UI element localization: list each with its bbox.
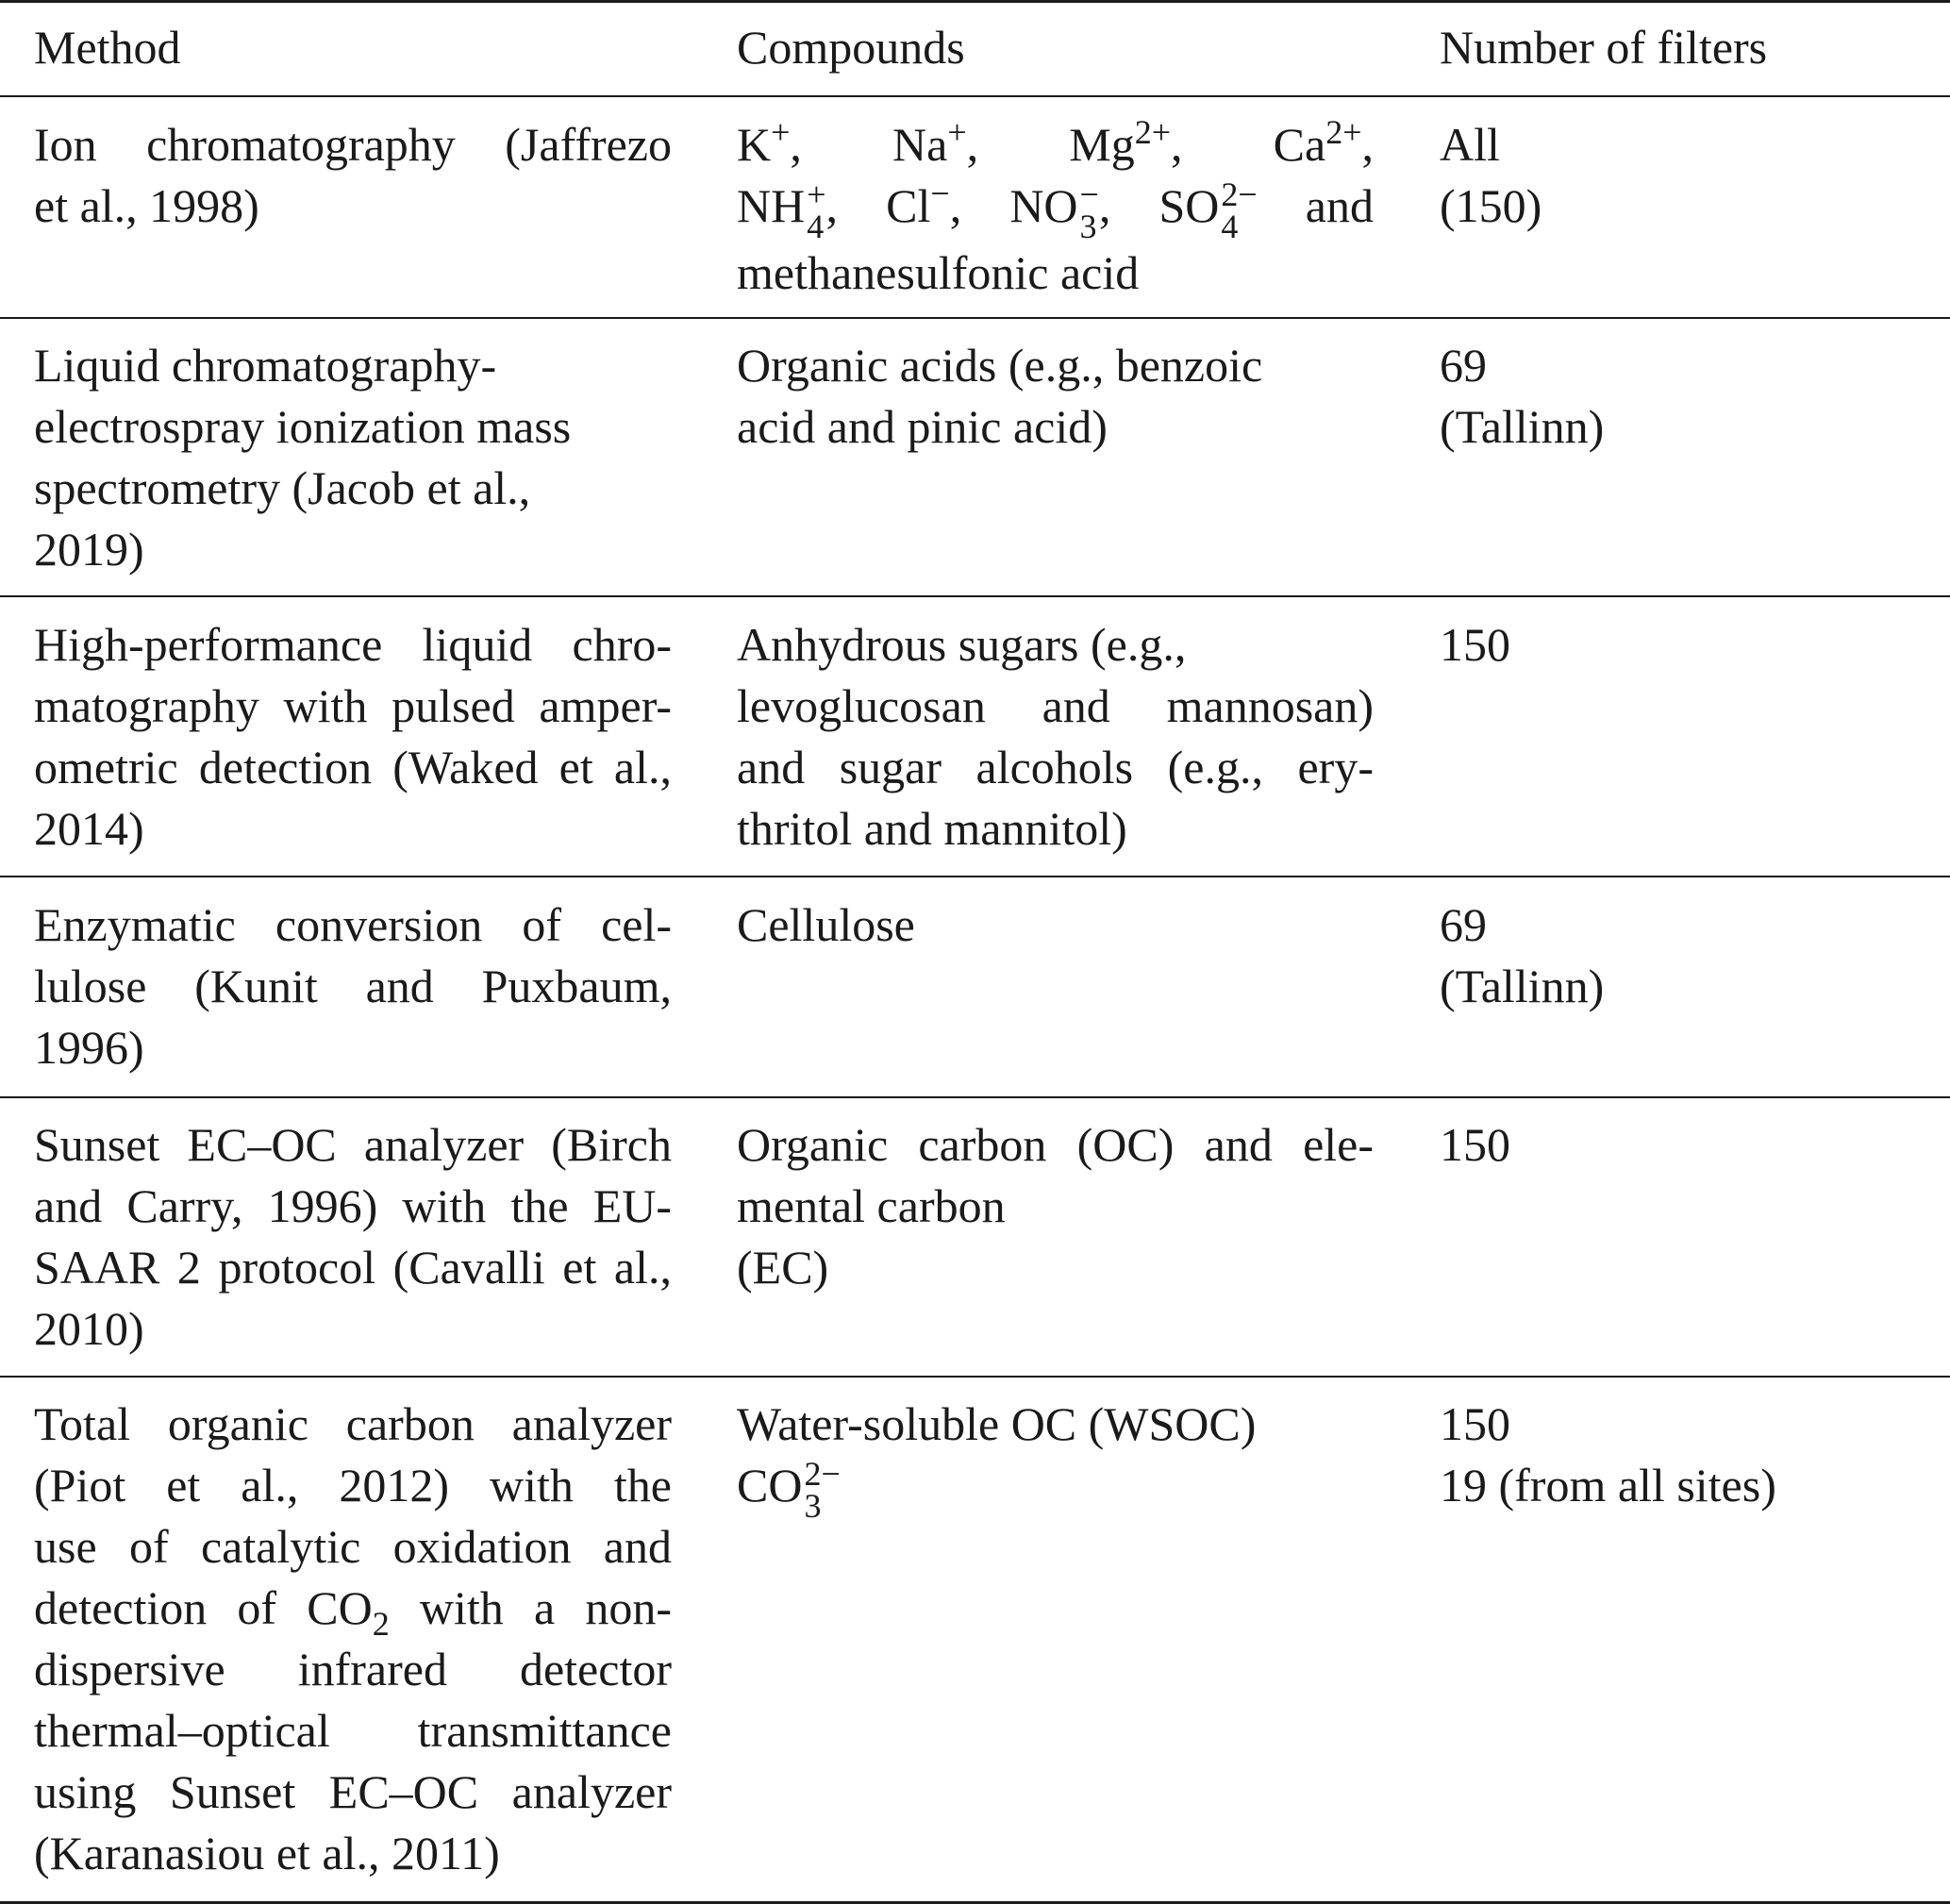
nitrate-ion: NO − 3 ,	[1009, 175, 1111, 245]
ammonium-ion: NH + 4 ,	[737, 175, 839, 245]
row-3-method: High-performance liquid chro- matography with pulsed amper- ometric detection (Waked et al., 2014)	[34, 618, 672, 855]
row-6-method: Total organic carbon analyzer (Piot et al., 2012) with the use of catalytic oxidation and detection of $CO_2$ with a non- dispersive infrared detector thermal–optical transmittance using Sunset EC–OC analyzer (Karanasiou et al., 2011)	[34, 1397, 672, 1879]
row-6-compounds: Water-soluble OC (WSOC) CO 2− 3	[737, 1394, 1374, 1522]
row-rule	[0, 1376, 1950, 1378]
row-5-method: Sunset EC–OC analyzer (Birch and Carry, 1996) with the EU- SAAR 2 protocol (Cavalli et al., 2010)	[34, 1118, 672, 1355]
row-rule	[0, 1096, 1950, 1098]
row-4-compounds: Cellulose	[737, 898, 915, 951]
sodium-ion: Na+,	[892, 113, 979, 171]
row-2-compounds: Organic acids (e.g., benzoic acid and pinic acid)	[737, 339, 1263, 453]
header-method: Method	[34, 21, 181, 74]
row-3-filters: 150	[1440, 618, 1510, 671]
header-filters: Number of filters	[1440, 21, 1768, 74]
row-1-filters: All (150)	[1440, 118, 1542, 232]
ion-list-line-2: NH + 4 , Cl−, NO − 3 , SO 2− 4 and	[737, 175, 1374, 245]
ion-list-line-1	[737, 114, 1374, 175]
calcium-ion: $Ca^{2+}$,	[1273, 113, 1375, 171]
row-rule	[0, 317, 1950, 319]
header-rule	[0, 95, 1950, 97]
row-2-method: Liquid chromatography- electrospray ionization mass spectrometry (Jacob et al., 2019)	[34, 339, 572, 576]
magnesium-ion: $Mg^{2+}$,	[1069, 113, 1183, 171]
header-compounds: Compounds	[737, 21, 965, 74]
row-4-filters: 69 (Tallinn)	[1440, 898, 1605, 1012]
row-4-method: Enzymatic conversion of cel- lulose (Kunit and Puxbaum, 1996)	[34, 898, 672, 1074]
row-rule	[0, 595, 1950, 597]
top-rule	[0, 0, 1950, 3]
co2-line: detection of $CO_2$ with a non-	[34, 1581, 672, 1643]
row-6-filters: 150 19 (from all sites)	[1440, 1397, 1776, 1512]
chloride-ion: Cl−,	[886, 175, 962, 232]
row-2-filters: 69 (Tallinn)	[1440, 339, 1605, 453]
row-rule	[0, 876, 1950, 877]
row-5-filters: 150	[1440, 1118, 1510, 1171]
sulfate-ion: SO 2− 4	[1158, 175, 1258, 245]
row-1-method: Ion chromatography (Jaffrezo et al., 1998)	[34, 118, 672, 232]
row-5-compounds: Organic carbon (OC) and ele- mental carbon (EC)	[737, 1118, 1374, 1294]
carbonate-ion: CO 2− 3	[737, 1455, 841, 1525]
potassium-ion: K+,	[737, 113, 802, 171]
row-3-compounds: Anhydrous sugars (e.g., levoglucosan and mannosan) and sugar alcohols (e.g., ery- thritol and mannitol)	[737, 618, 1374, 855]
row-1-compounds: K+, Na+, $Mg^{2+}$, $Ca^{2+}$, NH + 4 , Cl−, NO − 3 , SO 2− 4 and methanesulfonic acid	[737, 113, 1375, 299]
